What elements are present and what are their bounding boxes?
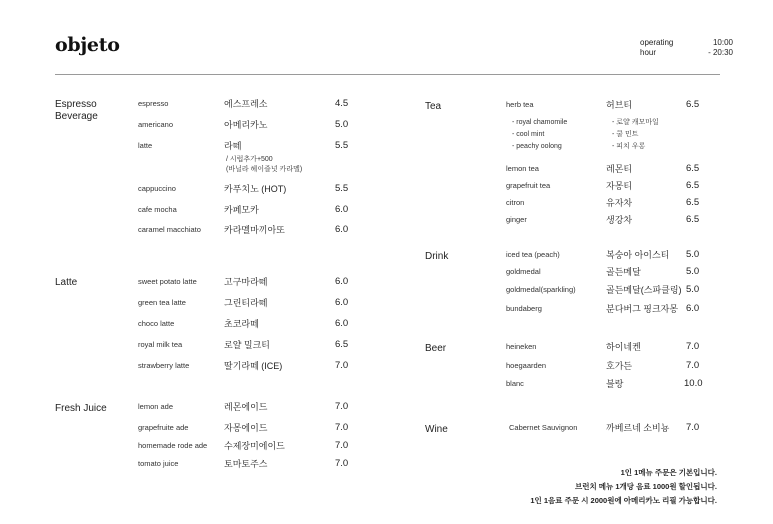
item-name-ko: 카페모카 (224, 205, 259, 215)
item-price: 6.5 (686, 163, 700, 174)
item-name-en: cappuccino (138, 184, 176, 193)
item-name-en: choco latte (138, 319, 175, 328)
item-name-en: americano (138, 120, 174, 129)
note-line: 브런치 메뉴 1개당 음료 1000원 할인됩니다. (574, 482, 717, 491)
item-price: 7.0 (335, 422, 349, 433)
hours-open: 10:00 (712, 38, 733, 47)
section-title-line: Beverage (55, 111, 98, 122)
item-name-ko: 허브티 (606, 100, 633, 110)
item-name-en: hoegaarden (506, 361, 547, 370)
item-price: 6.0 (335, 276, 349, 287)
item-name-ko: 카라멜마끼아또 (224, 225, 285, 235)
item-name-ko: 라떼 (224, 141, 242, 151)
item-name-en: goldmedal (506, 267, 541, 276)
item-name-en: sweet potato latte (138, 277, 197, 286)
item-name-ko: 까베르네 소비뇽 (606, 423, 670, 433)
item-name-en: Cabernet Sauvignon (509, 423, 578, 432)
item-price: 6.0 (335, 318, 349, 329)
item-name-ko: 유자차 (606, 198, 633, 208)
item-price: 5.0 (335, 119, 349, 130)
item-name-en: tomato juice (138, 459, 179, 468)
item-name-en: citron (506, 198, 525, 207)
item-price: 7.0 (335, 458, 349, 469)
herb-option-ko: - 피치 우롱 (612, 143, 646, 150)
herb-option-ko: - 쿨 민트 (612, 131, 639, 138)
header-divider (55, 74, 720, 75)
item-name-ko: 자몽티 (606, 181, 633, 191)
item-name-en: lemon ade (138, 402, 174, 411)
item-name-ko: 수제장미에이드 (224, 441, 285, 451)
section-title-line: Espresso (55, 99, 97, 110)
item-price: 10.0 (684, 378, 703, 389)
item-price: 7.0 (335, 360, 349, 371)
hours-label-line-1: operating (640, 38, 674, 47)
item-name-en: espresso (138, 99, 169, 108)
item-name-en: royal milk tea (138, 340, 183, 349)
item-price: 5.5 (335, 183, 349, 194)
item-price: 6.0 (686, 303, 700, 314)
item-price: 5.5 (335, 140, 349, 151)
item-name-ko: 복숭아 아이스티 (606, 250, 670, 260)
section-title-tea: Tea (425, 101, 442, 112)
item-price: 6.0 (335, 204, 349, 215)
hours-label-line-2: hour (640, 48, 657, 57)
section-title-drink: Drink (425, 251, 449, 262)
section-title-espresso (55, 99, 98, 123)
item-name-ko: 에스프레소 (224, 99, 268, 109)
item-name-ko: 아메리카노 (224, 120, 268, 130)
section-title-beer: Beer (425, 343, 447, 354)
item-price: 5.0 (686, 266, 700, 277)
item-name-en: bundaberg (506, 304, 542, 313)
item-name-en: homemade rode ade (138, 441, 208, 450)
item-price: 7.0 (686, 422, 700, 433)
item-name-en: green tea latte (138, 298, 186, 307)
item-name-en: heineken (506, 342, 537, 351)
item-name-en: grapefruite ade (138, 423, 189, 432)
brand-logo: objeto (55, 34, 120, 56)
item-name-en: ginger (506, 215, 527, 224)
item-name-ko: 골든메달 (606, 267, 641, 277)
herb-option-en: - peachy oolong (512, 143, 562, 150)
item-name-en: strawberry latte (138, 361, 190, 370)
item-name-en: blanc (506, 379, 524, 388)
item-price: 7.0 (335, 440, 349, 451)
item-name-ko: 호가든 (606, 361, 633, 371)
item-price: 7.0 (686, 360, 700, 371)
item-name-ko: 카푸치노 (HOT) (224, 184, 287, 194)
item-name-en: herb tea (506, 100, 534, 109)
herb-option-en: - cool mint (512, 131, 545, 138)
item-name-ko: 하이네켄 (606, 342, 641, 352)
item-name-en: grapefruit tea (506, 181, 551, 190)
herb-option-en: - royal chamomile (512, 119, 568, 126)
item-name-ko: 분다버그 핑크자몽 (606, 304, 679, 314)
item-name-ko: 블랑 (606, 379, 624, 389)
item-price: 6.5 (686, 197, 700, 208)
item-name-ko: 레몬티 (606, 164, 633, 174)
item-price: 7.0 (686, 341, 700, 352)
note-line: 1인 1음료 주문 시 2000원에 아메리카노 리필 가능합니다. (530, 496, 717, 505)
item-name-en: cafe mocha (138, 205, 177, 214)
item-name-ko: 토마토주스 (224, 459, 268, 469)
item-name-ko: 레몬에이드 (224, 402, 268, 412)
item-price: 4.5 (335, 98, 349, 109)
menu-notes (480, 466, 717, 508)
note-line: 1인 1메뉴 주문은 기본입니다. (620, 468, 717, 477)
item-price: 7.0 (335, 401, 349, 412)
item-price: 6.5 (686, 180, 700, 191)
item-name-en: lemon tea (506, 164, 539, 173)
item-name-ko: 자몽에이드 (224, 423, 268, 433)
item-price: 6.5 (686, 99, 700, 110)
item-name-ko: 골든메달(스파클링) (606, 285, 682, 295)
herb-option-ko: - 로얄 캐모마일 (612, 119, 659, 126)
item-name-ko: 고구마라떼 (224, 277, 268, 287)
item-name-en: caramel macchiato (138, 225, 201, 234)
section-title-fresh-juice: Fresh Juice (55, 403, 107, 414)
hours-close: - 20:30 (708, 48, 733, 57)
item-price: 6.0 (335, 297, 349, 308)
item-name-ko: 생강차 (606, 215, 633, 225)
latte-syrup-options: (바닐라 헤이즐넛 카라멜) (226, 166, 303, 173)
item-price: 5.0 (686, 249, 700, 260)
item-price: 6.5 (335, 339, 349, 350)
section-title-wine: Wine (425, 424, 448, 435)
item-name-ko: 로얄 밀크티 (224, 340, 270, 350)
item-price: 6.0 (335, 224, 349, 235)
item-price: 5.0 (686, 284, 700, 295)
item-name-ko: 초코라떼 (224, 319, 259, 329)
item-price: 6.5 (686, 214, 700, 225)
item-name-en: latte (138, 141, 153, 150)
item-name-en: iced tea (peach) (506, 250, 560, 259)
item-name-en: goldmedal(sparkling) (506, 285, 576, 294)
section-title-latte: Latte (55, 277, 78, 288)
item-name-ko: 그린티라떼 (224, 298, 268, 308)
item-name-ko: 딸기라떼 (ICE) (224, 361, 283, 371)
latte-syrup-note: / 시럽추가+500 (226, 156, 273, 163)
